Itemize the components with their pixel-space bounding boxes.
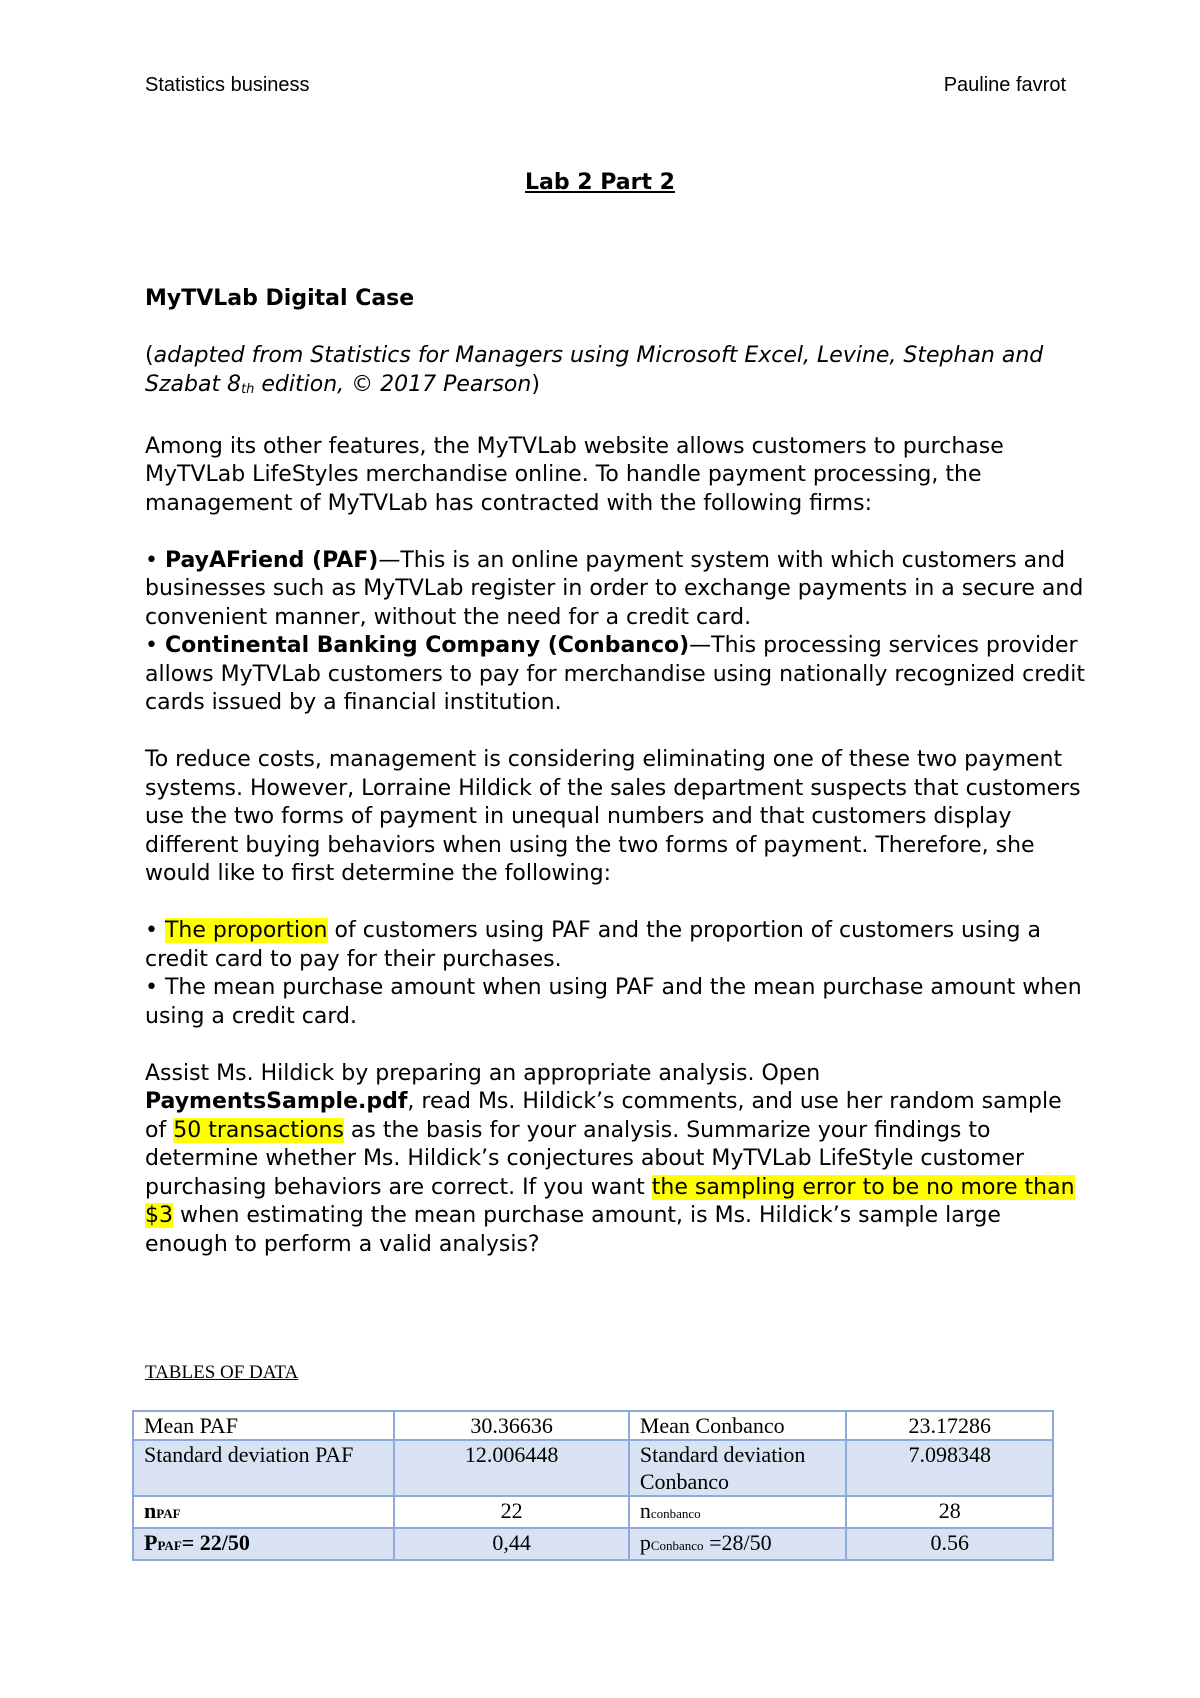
goal-item [145,974,1085,1031]
table-cell: Standard deviation Conbanco [629,1440,847,1496]
data-table [132,1410,1054,1561]
table-cell: 30.36636 [394,1411,629,1440]
firm-name: PayAFriend (PAF) [164,547,379,573]
table-row [133,1496,1053,1528]
firm-item [145,547,1085,633]
table-cell [133,1496,394,1528]
citation [145,342,1085,404]
assist-text: when estimating the mean purchase amount, is Ms. Hildick’s sample large enough to perform a valid analysis? [145,1203,1001,1257]
table-row [133,1528,1053,1560]
subscript: PAF [156,1506,181,1521]
bullet: • [145,975,165,1000]
bullet: • [145,918,165,943]
formula-rest: =28/50 [703,1530,772,1555]
citation-rest: edition, © 2017 Pearson [254,371,532,397]
file-name: PaymentsSample.pdf [145,1089,408,1114]
highlight-text: 50 transactions [173,1117,344,1143]
symbol: n [639,1498,651,1523]
firm-name: Continental Banking Company (Conbanco) [164,633,690,658]
header-left: Statistics business [145,74,310,96]
table-cell: 28 [846,1496,1053,1528]
goal-text: The mean purchase amount when using PAF and the mean purchase amount when using a credit card. [145,975,1082,1029]
table-cell [133,1528,394,1560]
bullet: • [145,547,165,573]
assist-paragraph [145,1060,1085,1260]
symbol: P [144,1530,158,1555]
subscript: PAF [157,1538,182,1553]
citation-open: ( [145,343,154,368]
table-cell: 0,44 [394,1528,629,1560]
table-cell: 23.17286 [846,1411,1053,1440]
paragraph-2: To reduce costs, management is considering eliminating one of these two payment systems. However, Lorraine Hildick of the sales department suspects that customers use the two forms of payment in unequal numbers and that customers display different buying behaviors when using the two forms of payment. Therefore, she would like to first determine the following: [145,747,1081,886]
assist-text: , read Ms. Hildick’s comments, and use her random sample of [145,1089,1062,1143]
page-title: Lab 2 Part 2 [525,170,675,195]
firm-text: —This processing services provider allows MyTVLab customers to pay for merchandise using nationally recognized credit cards issued by a financial institution. [145,633,1086,715]
table-cell: Mean PAF [133,1411,394,1440]
intro-paragraph: Among its other features, the MyTVLab website allows customers to purchase MyTVLab LifeStyles merchandise online. To handle payment processing, the management of MyTVLab has contracted with the following firms: [145,433,1004,516]
citation-close: ) [531,371,540,397]
table-cell: 22 [394,1496,629,1528]
symbol: n [144,1498,157,1523]
symbol: p [639,1530,651,1555]
header-right: Pauline favrot [943,74,1066,96]
citation-main: adapted from Statistics for Managers using Microsoft Excel, Levine, Stephan and Szabat 8 [145,343,1044,397]
table-cell: 7.098348 [846,1440,1053,1496]
case-title: MyTVLab Digital Case [145,286,415,311]
goal-item [145,917,1085,974]
formula-rest: = 22/50 [181,1530,250,1555]
table-row [133,1411,1053,1440]
table-cell: Standard deviation PAF [133,1440,394,1496]
bullet: • [145,633,165,658]
goal-text: of customers using PAF and the proportion of customers using a credit card to pay for their purchases. [145,918,1041,972]
table-cell [629,1496,847,1528]
citation-sup: th [241,381,255,397]
table-cell: Mean Conbanco [629,1411,847,1440]
firm-item [145,632,1085,718]
firm-text: —This is an online payment system with which customers and businesses such as MyTVLab register in order to exchange payments in a secure and convenient manner, without the need for a credit card. [145,547,1084,630]
tables-title: TABLES OF DATA [145,1362,299,1383]
document-body [145,285,1085,1259]
table-cell: 0.56 [846,1528,1053,1560]
highlight-text: The proportion [164,918,328,943]
subscript: conbanco [650,1506,701,1521]
table-row [133,1440,1053,1496]
table-cell [629,1528,847,1560]
assist-text: Assist Ms. Hildick by preparing an appropriate analysis. Open [145,1060,821,1086]
highlight-text: the sampling error to be no more than $3 [145,1174,1075,1228]
subscript: Conbanco [650,1538,704,1553]
table-cell: 12.006448 [394,1440,629,1496]
assist-text: as the basis for your analysis. Summarize your findings to determine whether Ms. Hildick’s conjectures about MyTVLab LifeStyle customer purchasing behaviors are correct. If you want [145,1117,1025,1200]
